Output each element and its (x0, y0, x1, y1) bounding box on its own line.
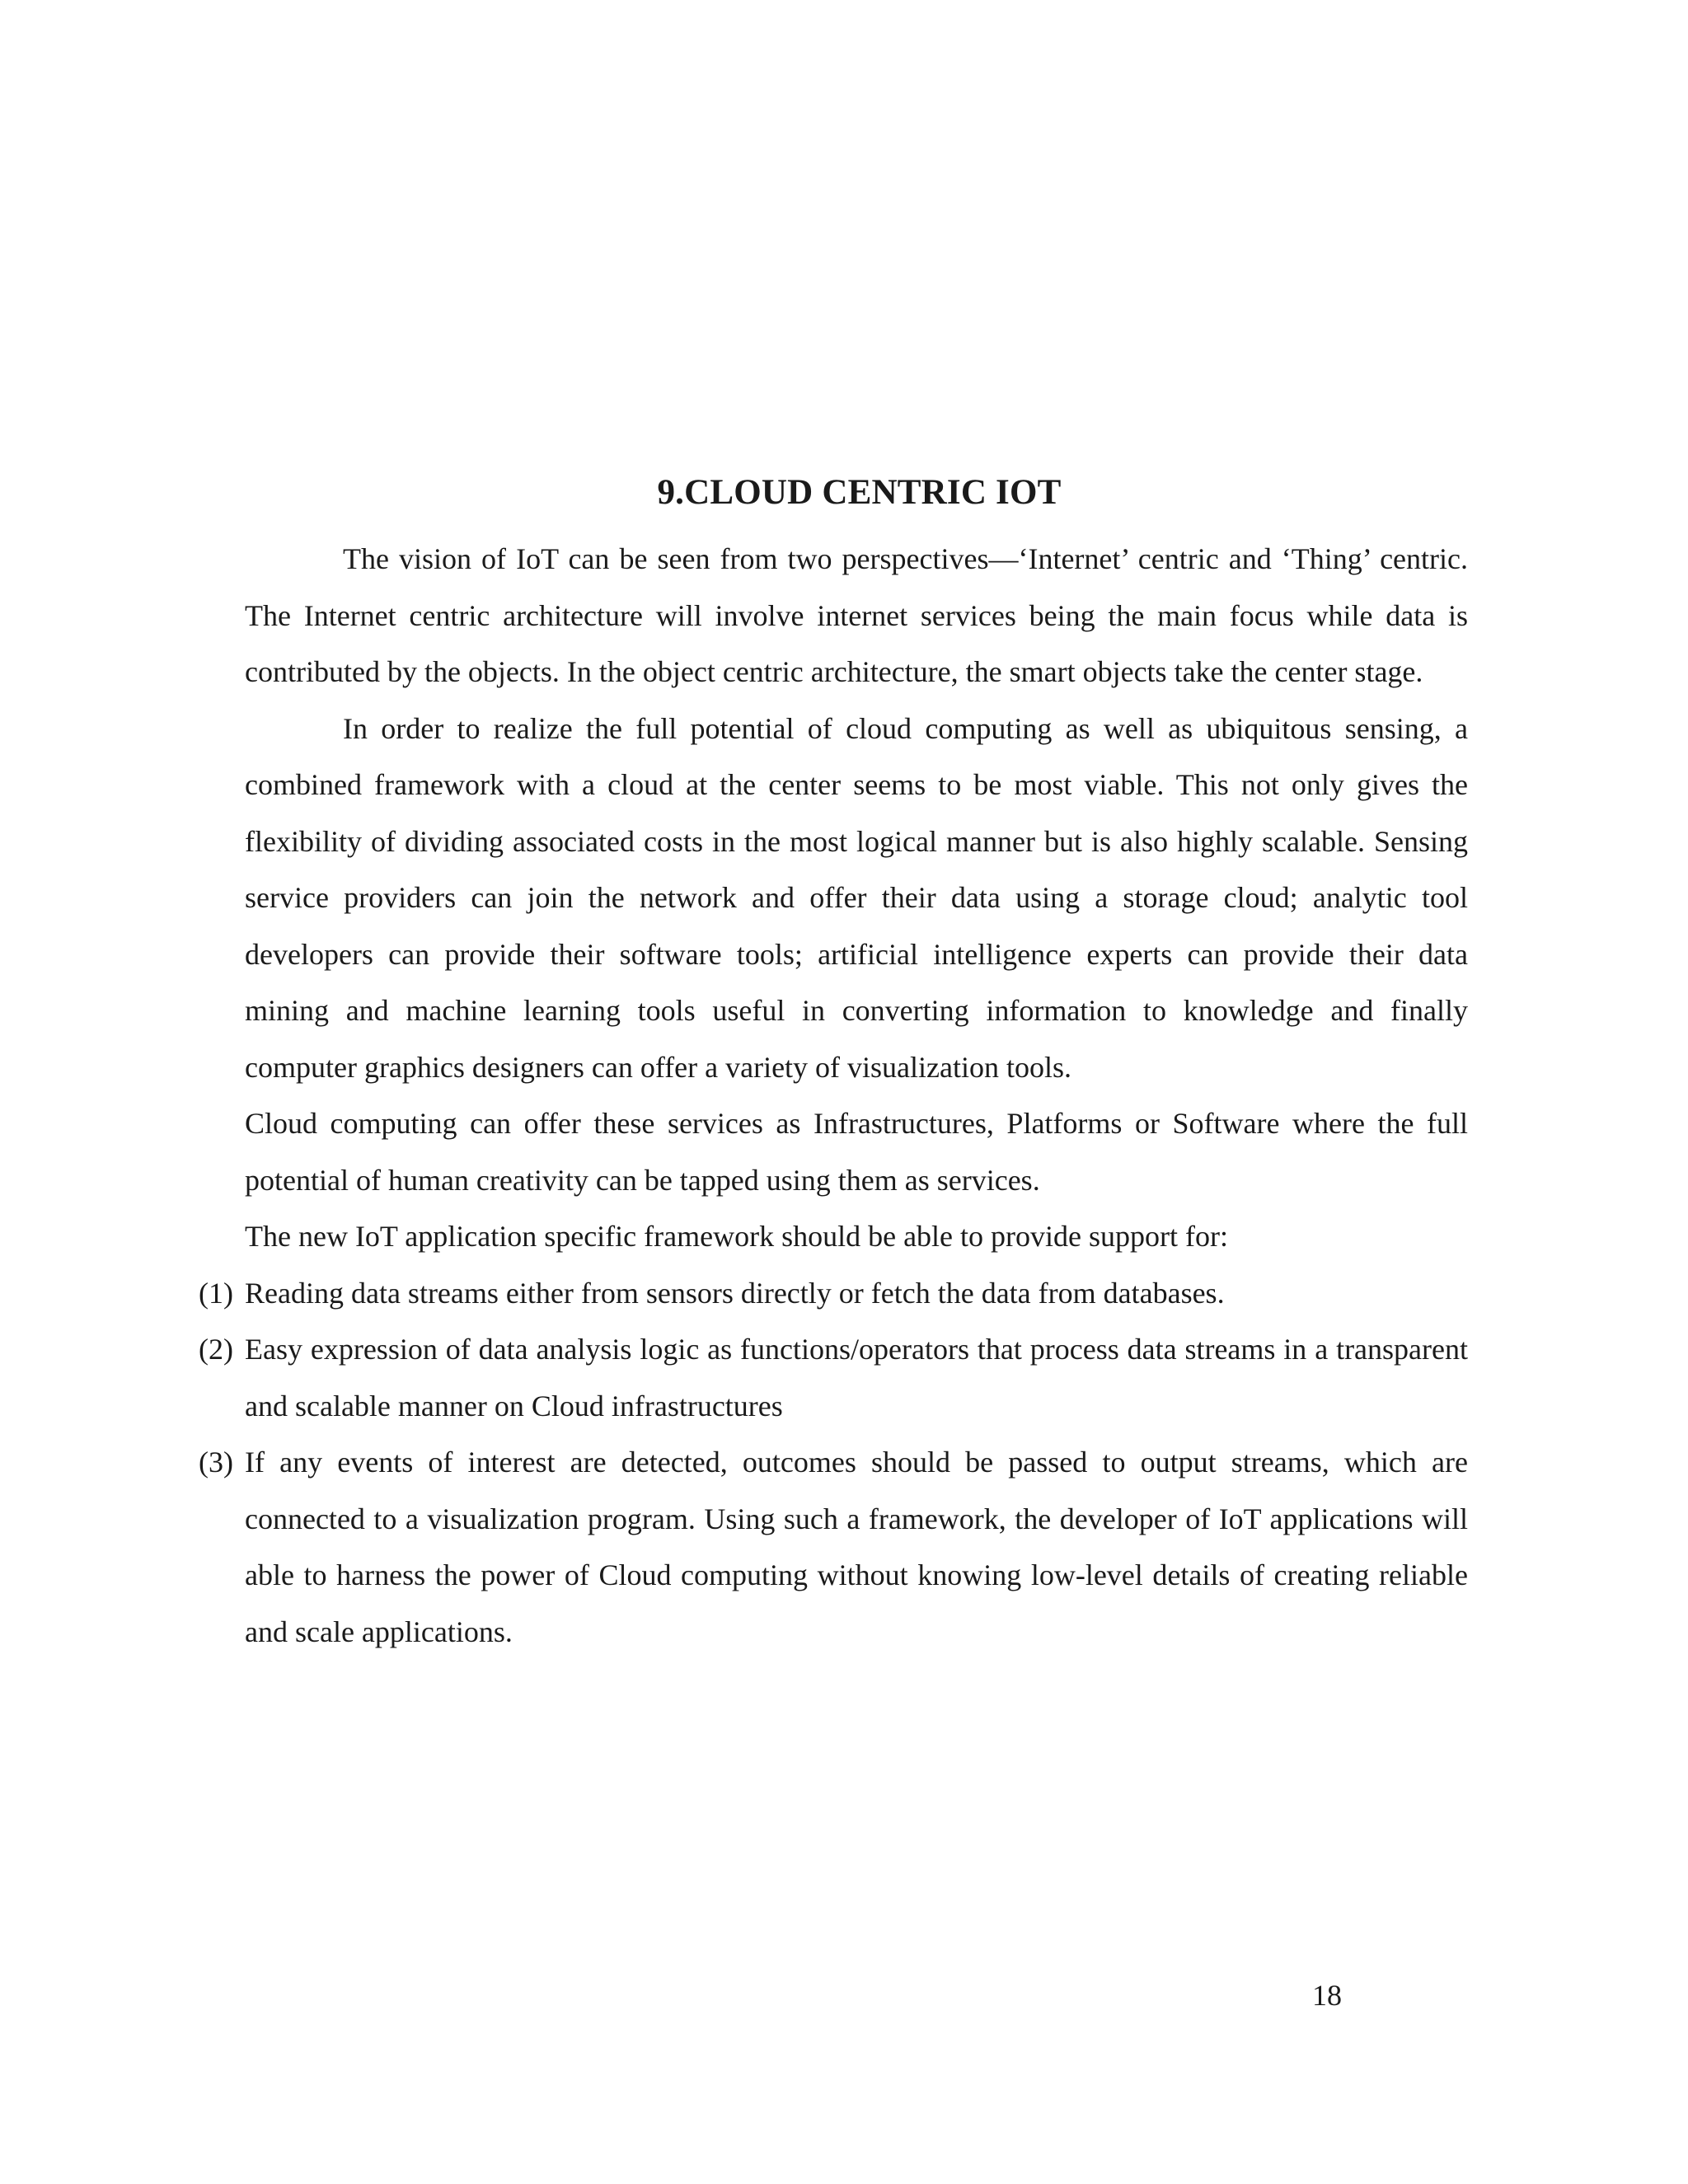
document-body (199, 531, 1468, 1660)
section-title: 9.CLOUD CENTRIC IOT (657, 473, 1062, 512)
list-item (199, 1321, 1468, 1434)
page-number: 18 (1312, 1979, 1342, 2012)
paragraph-cloud-services: Cloud computing can offer these services as Infrastructures, Platforms or Software where the full potential of human creativity can be tapped using them as services. (245, 1107, 1468, 1197)
paragraph-cloud-framework: In order to realize the full potential of cloud computing as well as ubiquitous sensing, a combined framework with a cloud at the center seems to be most viable. This not only gives the flexibility of dividing associated costs in the most logical manner but is also highly scalable. Sensing service providers can join the network and offer their data using a storage cloud; analytic tool developers can provide their software tools; artificial intelligence experts can provide their data mining and machine learning tools useful in converting information to knowledge and finally computer graphics designers can offer a variety of visualization tools. (245, 711, 1468, 1084)
paragraph-iot-vision: The vision of IoT can be seen from two perspectives—‘Internet’ centric and ‘Thing’ centric. The Internet centric architecture will involve internet services being the main focus while data is contributed by the objects. In the object centric architecture, the smart objects take the center stage. (245, 542, 1468, 688)
list-marker: (1) (199, 1276, 233, 1310)
list-marker: (2) (199, 1333, 233, 1366)
list-item (199, 1265, 1468, 1322)
list-item (199, 1434, 1468, 1660)
list-item-text: If any events of interest are detected, outcomes should be passed to output streams, which are connected to a visualization program. Using such a framework, the developer of IoT applications will able to harness the power of Cloud computing without knowing low-level details of creating reliable and scale applications. (245, 1446, 1468, 1648)
list-marker: (3) (199, 1446, 233, 1479)
list-intro: The new IoT application specific framework should be able to provide support for: (245, 1220, 1228, 1253)
list-item-text: Easy expression of data analysis logic as functions/operators that process data streams in a transparent and scalable manner on Cloud infrastructures (245, 1333, 1468, 1422)
list-item-text: Reading data streams either from sensors directly or fetch the data from databases. (245, 1276, 1225, 1310)
requirements-list (199, 1265, 1468, 1661)
